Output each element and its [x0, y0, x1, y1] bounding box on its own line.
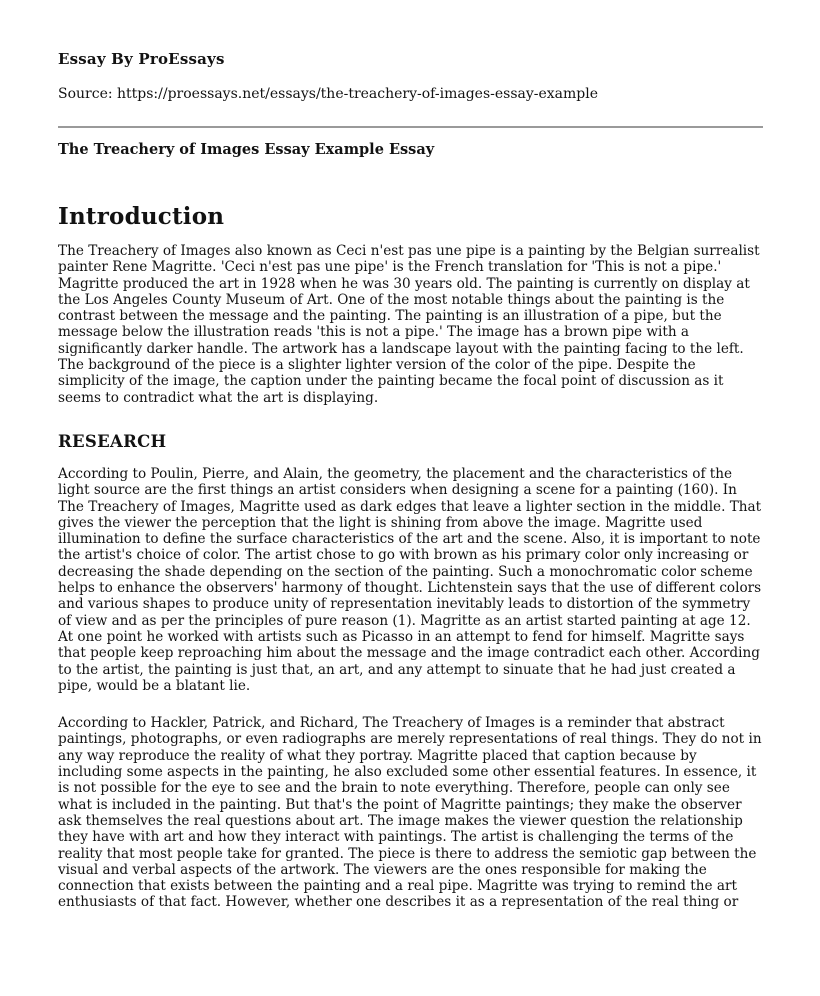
divider [58, 126, 763, 128]
section-heading-introduction: Introduction [58, 203, 225, 230]
section-heading-research: RESEARCH [58, 431, 167, 451]
research-paragraph-1: According to Poulin, Pierre, and Alain, the geometry, the placement and the characteristics of the light source are the first things an artist considers when designing a scene for a painting (160). In The Treachery of Images, Magritte used as dark edges that leave a lighter section in the middle. That gives the viewer the perception that the light is shining from above the image. Magritte used illumination to define the surface characteristics of the art and the scene. Also, it is important to note the artist's choice of color. The artist chose to go with brown as his primary color only increasing or decreasing the shade depending on the section of the painting. Such a monochromatic color scheme helps to enhance the observers' harmony of thought. Lichtenstein says that the use of different colors and various shapes to produce unity of representation inevitably leads to distortion of the symmetry of view and as per the principles of pure reason (1). Magritte as an artist started painting at age 12. At one point he worked with artists such as Picasso in an attempt to fend for himself. Magritte says that people keep reproaching him about the message and the image contradict each other. According to the artist, the painting is just that, an art, and any attempt to sinuate that he had just created a pipe, would be a blatant lie. [58, 465, 762, 694]
brand-line: Essay By ProEssays [58, 50, 225, 68]
source-line: Source: https://proessays.net/essays/the-treachery-of-images-essay-example [58, 86, 599, 102]
document-title: The Treachery of Images Essay Example Essay [58, 141, 435, 158]
introduction-paragraph: The Treachery of Images also known as Ceci n'est pas une pipe is a painting by the Belgian surrealist painter Rene Magritte. 'Ceci n'est pas une pipe' is the French translation for 'This is not a pipe.' Magritte produced the art in 1928 when he was 30 years old. The painting is currently on display at the Los Angeles County Museum of Art. One of the most notable things about the painting is the contrast between the message and the painting. The painting is an illustration of a pipe, but the message below the illustration reads 'this is not a pipe.' The image has a brown pipe with a significantly darker handle. The artwork has a landscape layout with the painting facing to the left. The background of the piece is a slighter lighter version of the color of the pipe. Despite the simplicity of the image, the caption under the painting became the focal point of discussion as it seems to contradict what the art is displaying. [58, 243, 760, 406]
research-paragraph-2: According to Hackler, Patrick, and Richard, The Treachery of Images is a reminder that abstract paintings, photographs, or even radiographs are merely representations of real things. They do not in any way reproduce the reality of what they portray. Magritte placed that caption because by including some aspects in the painting, he also excluded some other essential features. In essence, it is not possible for the eye to see and the brain to note everything. Therefore, people can only see what is included in the painting. But that's the point of Magritte paintings; they make the observer ask themselves the real questions about art. The image makes the viewer question the relationship they have with art and how they interact with paintings. The artist is challenging the terms of the reality that most people take for granted. The piece is there to address the semiotic gap between the visual and verbal aspects of the artwork. The viewers are the ones responsible for making the connection that exists between the painting and a real pipe. Magritte was trying to remind the art enthusiasts of that fact. However, whether one describes it as a representation of the real thing or [58, 715, 762, 911]
